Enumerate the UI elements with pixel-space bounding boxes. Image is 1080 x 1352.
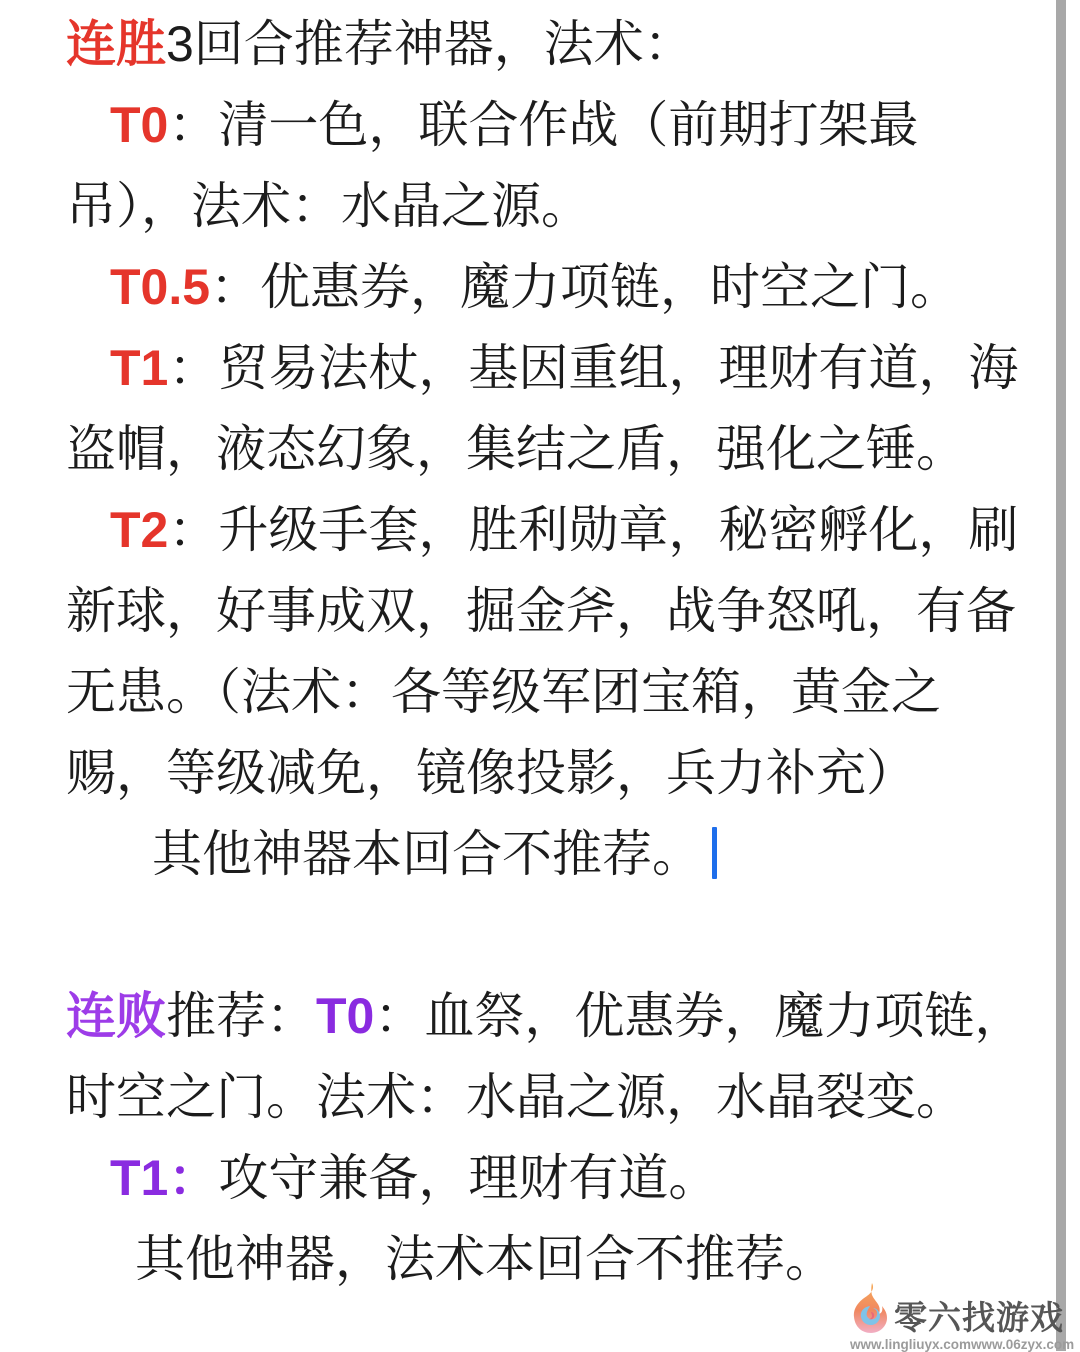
text-line[interactable] — [66, 1219, 980, 1300]
text-segment[interactable]: T0.5 — [110, 259, 211, 315]
text-line[interactable] — [66, 976, 1025, 1057]
text-segment[interactable]: ：清一色，联合作战（前期打架最 — [168, 97, 919, 153]
text-segment[interactable]: 连败 — [66, 988, 166, 1044]
watermark — [850, 1282, 1075, 1352]
blank-line[interactable] — [66, 895, 980, 976]
text-segment[interactable]: ：优惠券，魔力项链，时空之门。 — [210, 259, 961, 315]
text-line[interactable] — [66, 85, 980, 166]
text-line[interactable] — [66, 4, 980, 85]
flame-spiral-logo-icon — [850, 1282, 888, 1336]
watermark-url-right: www.06zyx.com — [971, 1337, 1075, 1352]
text-line[interactable] — [66, 247, 980, 328]
text-segment[interactable]: 新球，好事成双，掘金斧，战争怒吼，有备 — [66, 583, 1016, 639]
watermark-urls — [850, 1337, 1075, 1352]
text-cursor — [712, 827, 717, 879]
text-line[interactable] — [66, 490, 1019, 571]
text-segment[interactable]: 推荐： — [166, 988, 316, 1044]
scrollbar[interactable] — [1056, 0, 1066, 1351]
text-segment[interactable]: 连胜 — [66, 16, 166, 72]
text-segment[interactable]: 其他神器本回合不推荐。 — [152, 826, 702, 882]
text-line[interactable] — [66, 652, 980, 733]
text-line[interactable] — [66, 166, 980, 247]
text-line[interactable] — [66, 328, 1019, 409]
text-segment[interactable]: 时空之门。法术：水晶之源，水晶裂变。 — [66, 1069, 966, 1125]
text-segment[interactable]: T2 — [110, 502, 169, 558]
text-line[interactable] — [66, 409, 980, 490]
brand-name: 零六找游戏 — [894, 1298, 1064, 1336]
text-segment[interactable]: ：贸易法杖，基因重组，理财有道，海 — [168, 340, 1019, 396]
text-line[interactable] — [66, 814, 980, 895]
watermark-url-left: www.lingliuyx.com — [850, 1337, 972, 1352]
text-segment[interactable]: 3回合推荐神器，法术： — [166, 16, 694, 72]
text-line[interactable] — [66, 1138, 980, 1219]
text-segment[interactable]: ：血祭，优惠券，魔力项链， — [374, 988, 1025, 1044]
text-segment[interactable]: 吊），法术：水晶之源。 — [66, 178, 591, 234]
watermark-brand-row — [850, 1282, 1066, 1336]
text-segment[interactable]: T1 — [110, 340, 169, 396]
text-segment[interactable]: ：升级手套，胜利勋章，秘密孵化，刷 — [168, 502, 1019, 558]
text-segment[interactable]: 盗帽，液态幻象，集结之盾，强化之锤。 — [66, 421, 966, 477]
text-line[interactable] — [66, 1057, 980, 1138]
text-line[interactable] — [66, 733, 980, 814]
text-segment[interactable]: T0 — [316, 988, 375, 1044]
text-line[interactable] — [66, 571, 1016, 652]
text-segment[interactable]: 攻守兼备，理财有道。 — [218, 1150, 719, 1206]
text-segment[interactable]: 其他神器，法术本回合不推荐。 — [135, 1231, 835, 1287]
text-segment[interactable]: T1： — [110, 1150, 219, 1206]
document-text[interactable] — [66, 4, 1025, 1300]
text-segment[interactable]: T0 — [110, 97, 169, 153]
text-segment[interactable]: 赐，等级减免，镜像投影，兵力补充） — [66, 745, 916, 801]
text-segment[interactable]: 无患。（法术：各等级军团宝箱，黄金之 — [66, 664, 941, 720]
